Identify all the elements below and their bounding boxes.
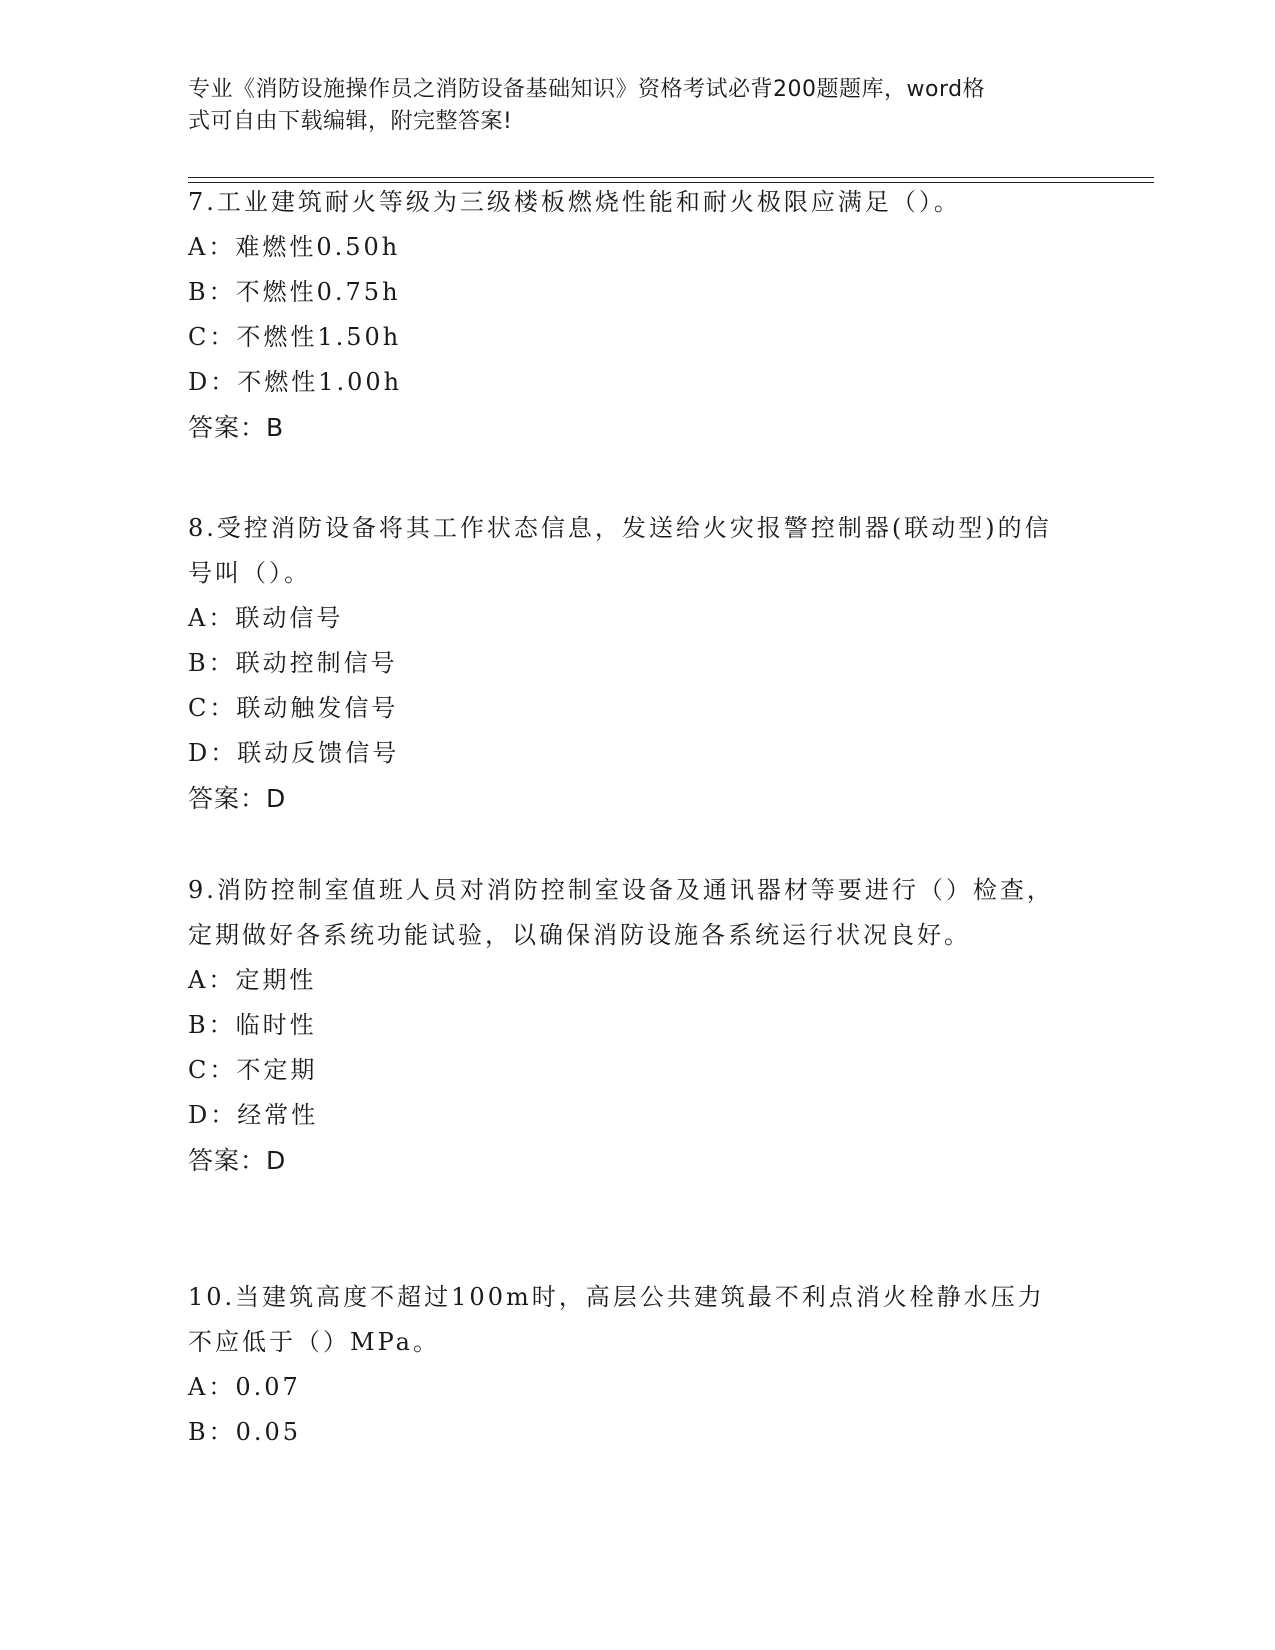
- question-text: 8.受控消防设备将其工作状态信息，发送给火灾报警控制器(联动型)的信号叫（）。: [188, 514, 1052, 587]
- question-10: [188, 1275, 1058, 1455]
- question-8: [188, 506, 1058, 821]
- option-c: C：不定期: [188, 1056, 318, 1084]
- option-c: C：不燃性1.50h: [188, 323, 402, 351]
- option-d: D：经常性: [188, 1101, 319, 1129]
- document-header: [188, 74, 1068, 138]
- question-text: 9.消防控制室值班人员对消防控制室设备及通讯器材等要进行（）检查，定期做好各系统功能试验，以确保消防设施各系统运行状况良好。: [188, 876, 1054, 949]
- option-b: B：联动控制信号: [188, 649, 398, 677]
- question-7: [188, 180, 1058, 450]
- option-c: C：联动触发信号: [188, 694, 399, 722]
- divider-top: [188, 177, 1154, 178]
- header-line-1: 专业《消防设施操作员之消防设备基础知识》资格考试必背200题题库，word格: [188, 77, 986, 102]
- answer: 答案：B: [188, 413, 285, 442]
- answer: 答案：D: [188, 1146, 287, 1175]
- option-b: B：0.05: [188, 1418, 302, 1446]
- question-text: 7.工业建筑耐火等级为三级楼板燃烧性能和耐火极限应满足（）。: [188, 188, 961, 216]
- option-a: A：定期性: [188, 966, 317, 994]
- option-d: D：联动反馈信号: [188, 739, 400, 767]
- header-line-2: 式可自由下载编辑，附完整答案!: [188, 109, 513, 134]
- option-b: B：临时性: [188, 1011, 317, 1039]
- option-a: A：难燃性0.50h: [188, 233, 401, 261]
- option-b: B：不燃性0.75h: [188, 278, 401, 306]
- option-a: A：联动信号: [188, 604, 344, 632]
- answer: 答案：D: [188, 784, 287, 813]
- question-9: [188, 868, 1058, 1183]
- question-text: 10.当建筑高度不超过100m时，高层公共建筑最不利点消火栓静水压力不应低于（）MPa。: [188, 1283, 1045, 1356]
- option-a: A：0.07: [188, 1373, 301, 1401]
- option-d: D：不燃性1.00h: [188, 368, 403, 396]
